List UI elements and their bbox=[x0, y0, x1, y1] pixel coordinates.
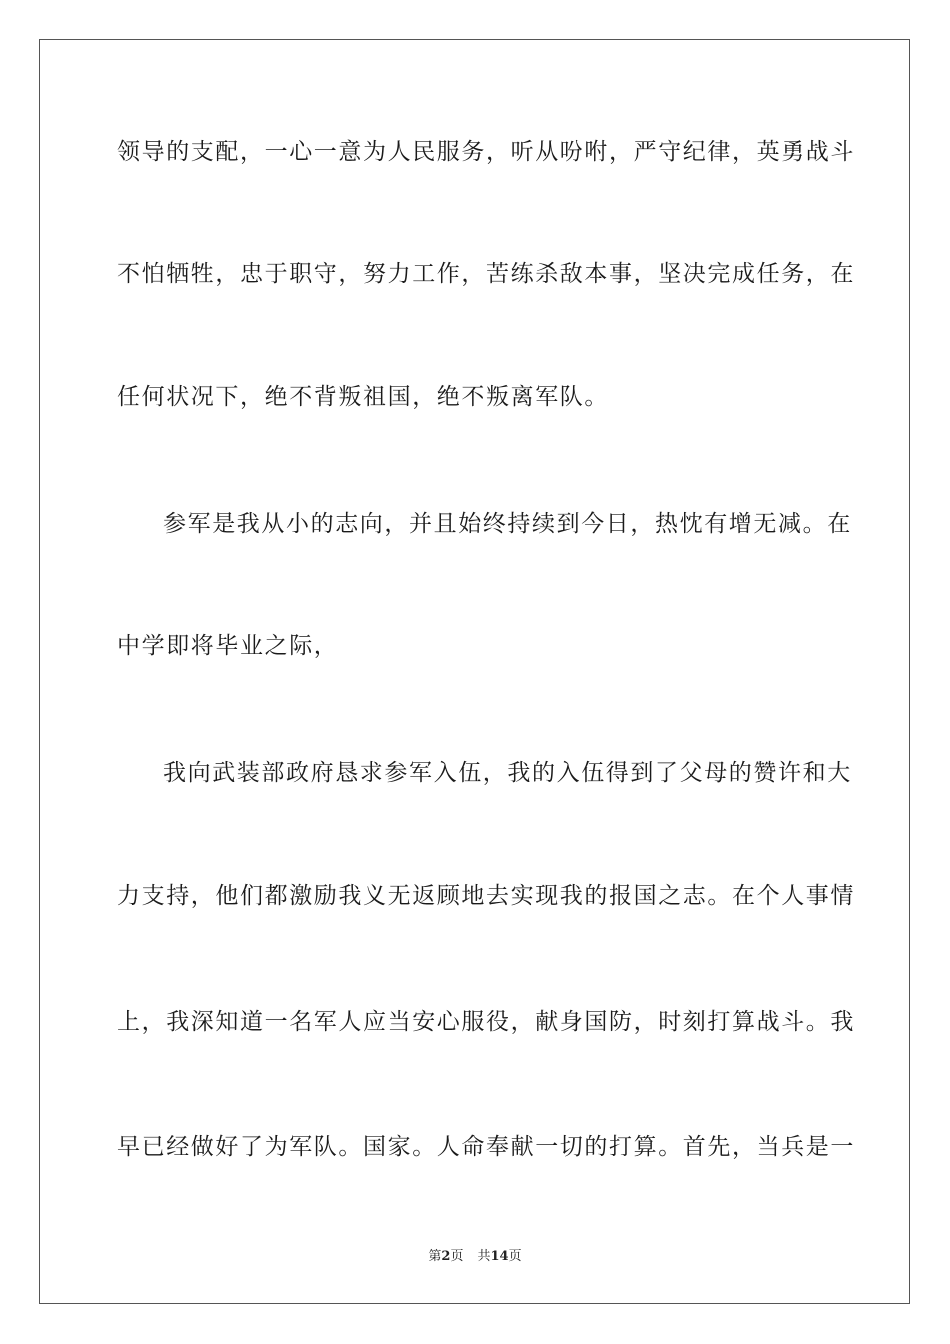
total-prefix: 共 bbox=[477, 1249, 491, 1264]
total-pages: 14 bbox=[490, 1249, 509, 1264]
page-border bbox=[39, 39, 910, 1304]
text-line-1: 领导的支配，一心一意为人民服务，听从吩咐，严守纪律，英勇战斗 bbox=[117, 139, 855, 165]
paragraph-2-line-1: 参军是我从小的志向，并且始终持续到今日，热忱有增无减。在 bbox=[163, 511, 852, 537]
total-suffix: 页 bbox=[508, 1249, 522, 1264]
page-number: 2 bbox=[441, 1249, 451, 1264]
page-footer bbox=[0, 1248, 950, 1266]
paragraph-3-line-4: 早已经做好了为军队。国家。人命奉献一切的打算。首先，当兵是一 bbox=[117, 1134, 855, 1160]
paragraph-3-line-2: 力支持，他们都激励我义无返顾地去实现我的报国之志。在个人事情 bbox=[117, 883, 855, 909]
text-line-3: 任何状况下，绝不背叛祖国，绝不叛离军队。 bbox=[117, 384, 609, 410]
page-suffix: 页 bbox=[450, 1249, 464, 1264]
page-prefix: 第 bbox=[428, 1249, 442, 1264]
text-line-2: 不怕牺牲，忠于职守，努力工作，苦练杀敌本事，坚决完成任务，在 bbox=[117, 261, 855, 287]
paragraph-3-line-3: 上，我深知道一名军人应当安心服役，献身国防，时刻打算战斗。我 bbox=[117, 1009, 855, 1035]
paragraph-2-line-2: 中学即将毕业之际， bbox=[117, 633, 339, 659]
paragraph-3-line-1: 我向武装部政府恳求参军入伍，我的入伍得到了父母的赞许和大 bbox=[163, 760, 852, 786]
